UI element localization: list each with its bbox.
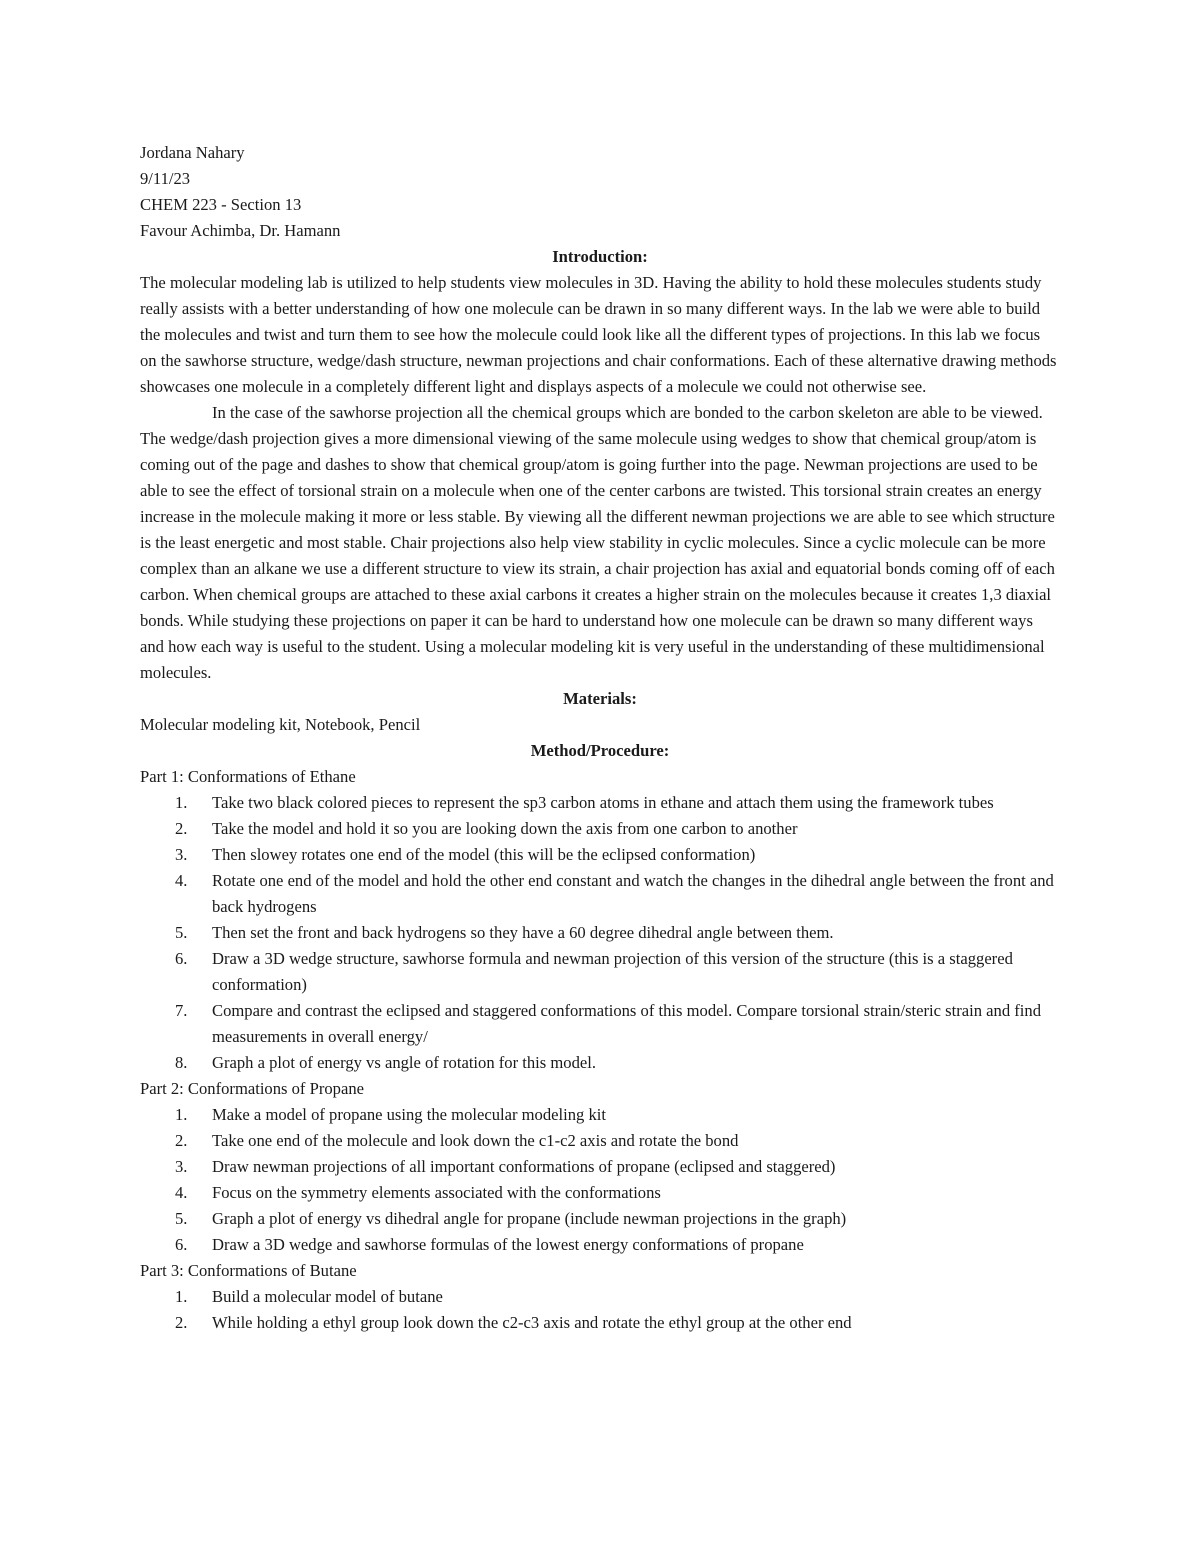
step-number: 7. xyxy=(175,1001,188,1020)
list-item xyxy=(140,1284,1060,1310)
step-text: Then slowey rotates one end of the model (this will be the eclipsed conformation) xyxy=(212,845,756,864)
header-block xyxy=(140,140,1060,244)
materials-list: Molecular modeling kit, Notebook, Pencil xyxy=(140,715,421,734)
list-item xyxy=(140,1154,1060,1180)
list-item xyxy=(140,998,1060,1050)
step-number: 1. xyxy=(175,1287,188,1306)
list-item xyxy=(140,1232,1060,1258)
step-text: Then set the front and back hydrogens so they have a 60 degree dihedral angle between them. xyxy=(212,923,834,942)
procedure-part-2 xyxy=(140,1076,1060,1258)
step-text: Take the model and hold it so you are looking down the axis from one carbon to another xyxy=(212,819,798,838)
course-section: CHEM 223 - Section 13 xyxy=(140,195,302,214)
step-number: 1. xyxy=(175,793,188,812)
list-item xyxy=(140,790,1060,816)
step-number: 4. xyxy=(175,871,188,890)
step-number: 2. xyxy=(175,1313,188,1332)
step-text: Draw a 3D wedge structure, sawhorse formula and newman projection of this version of the structure (this is a staggered conformation) xyxy=(212,949,1013,994)
document-page xyxy=(140,140,1060,1336)
method-heading: Method/Procedure: xyxy=(530,741,670,760)
list-item xyxy=(140,1206,1060,1232)
step-number: 3. xyxy=(175,1157,188,1176)
instructors: Favour Achimba, Dr. Hamann xyxy=(140,221,341,240)
step-text: Graph a plot of energy vs dihedral angle for propane (include newman projections in the graph) xyxy=(212,1209,847,1228)
step-text: Rotate one end of the model and hold the other end constant and watch the changes in the dihedral angle between the front and back hydrogens xyxy=(212,871,1054,916)
step-text: Build a molecular model of butane xyxy=(212,1287,443,1306)
materials-heading: Materials: xyxy=(563,689,637,708)
step-text: Take one end of the molecule and look down the c1-c2 axis and rotate the bond xyxy=(212,1131,739,1150)
step-text: Make a model of propane using the molecular modeling kit xyxy=(212,1105,606,1124)
step-text: While holding a ethyl group look down the c2-c3 axis and rotate the ethyl group at the other end xyxy=(212,1313,852,1332)
list-item xyxy=(140,1180,1060,1206)
list-item xyxy=(140,1310,1060,1336)
step-number: 5. xyxy=(175,1209,188,1228)
part-title: Part 1: Conformations of Ethane xyxy=(140,767,356,786)
list-item xyxy=(140,1102,1060,1128)
step-number: 8. xyxy=(175,1053,188,1072)
list-item xyxy=(140,946,1060,998)
step-number: 4. xyxy=(175,1183,188,1202)
list-item xyxy=(140,816,1060,842)
step-list xyxy=(140,790,1060,1076)
report-date: 9/11/23 xyxy=(140,169,191,188)
list-item xyxy=(140,842,1060,868)
step-text: Graph a plot of energy vs angle of rotation for this model. xyxy=(212,1053,597,1072)
list-item xyxy=(140,1128,1060,1154)
introduction-heading: Introduction: xyxy=(552,247,648,266)
step-text: Draw a 3D wedge and sawhorse formulas of the lowest energy conformations of propane xyxy=(212,1235,804,1254)
part-title: Part 3: Conformations of Butane xyxy=(140,1261,357,1280)
step-number: 2. xyxy=(175,1131,188,1150)
step-number: 2. xyxy=(175,819,188,838)
step-text: Compare and contrast the eclipsed and staggered conformations of this model. Compare torsional strain/steric strain and find measurements in overall energy/ xyxy=(212,1001,1041,1046)
step-number: 1. xyxy=(175,1105,188,1124)
step-text: Focus on the symmetry elements associated with the conformations xyxy=(212,1183,661,1202)
step-list xyxy=(140,1102,1060,1258)
step-number: 3. xyxy=(175,845,188,864)
list-item xyxy=(140,868,1060,920)
introduction-paragraph-1: The molecular modeling lab is utilized to help students view molecules in 3D. Having the ability to hold these molecules students study really assists with a better understanding of how one molecule can be drawn in so many different ways. In the lab we were able to build the molecules and twist and turn them to see how the molecule could look like all the different types of projections. In this lab we focus on the sawhorse structure, wedge/dash structure, newman projections and chair conformations. Each of these alternative drawing methods showcases one molecule in a completely different light and displays aspects of a molecule we could not otherwise see. xyxy=(140,273,1057,396)
step-text: Take two black colored pieces to represent the sp3 carbon atoms in ethane and attach them using the framework tubes xyxy=(212,793,994,812)
procedure-part-3 xyxy=(140,1258,1060,1336)
step-list xyxy=(140,1284,1060,1336)
introduction-paragraph-2: In the case of the sawhorse projection all the chemical groups which are bonded to the carbon skeleton are able to be viewed. The wedge/dash projection gives a more dimensional viewing of the same molecule using wedges to show that chemical group/atom is coming out of the page and dashes to show that chemical group/atom is going further into the page. Newman projections are used to be able to see the effect of torsional strain on a molecule when one of the center carbons are twisted. This torsional strain creates an energy increase in the molecule making it more or less stable. By viewing all the different newman projections we are able to see which structure is the least energetic and most stable. Chair projections also help view stability in cyclic molecules. Since a cyclic molecule can be more complex than an alkane we use a different structure to view its strain, a chair projection has axial and equatorial bonds coming off of each carbon. When chemical groups are attached to these axial carbons it creates a higher strain on the molecules because it creates 1,3 diaxial bonds. While studying these projections on paper it can be hard to understand how one molecule can be drawn so many different ways and how each way is useful to the student. Using a molecular modeling kit is very useful in the understanding of these multidimensional molecules. xyxy=(140,403,1055,682)
step-text: Draw newman projections of all important conformations of propane (eclipsed and staggered) xyxy=(212,1157,836,1176)
list-item xyxy=(140,1050,1060,1076)
list-item xyxy=(140,920,1060,946)
step-number: 5. xyxy=(175,923,188,942)
author-name: Jordana Nahary xyxy=(140,143,245,162)
step-number: 6. xyxy=(175,1235,188,1254)
part-title: Part 2: Conformations of Propane xyxy=(140,1079,364,1098)
procedure-part-1 xyxy=(140,764,1060,1076)
step-number: 6. xyxy=(175,949,188,968)
